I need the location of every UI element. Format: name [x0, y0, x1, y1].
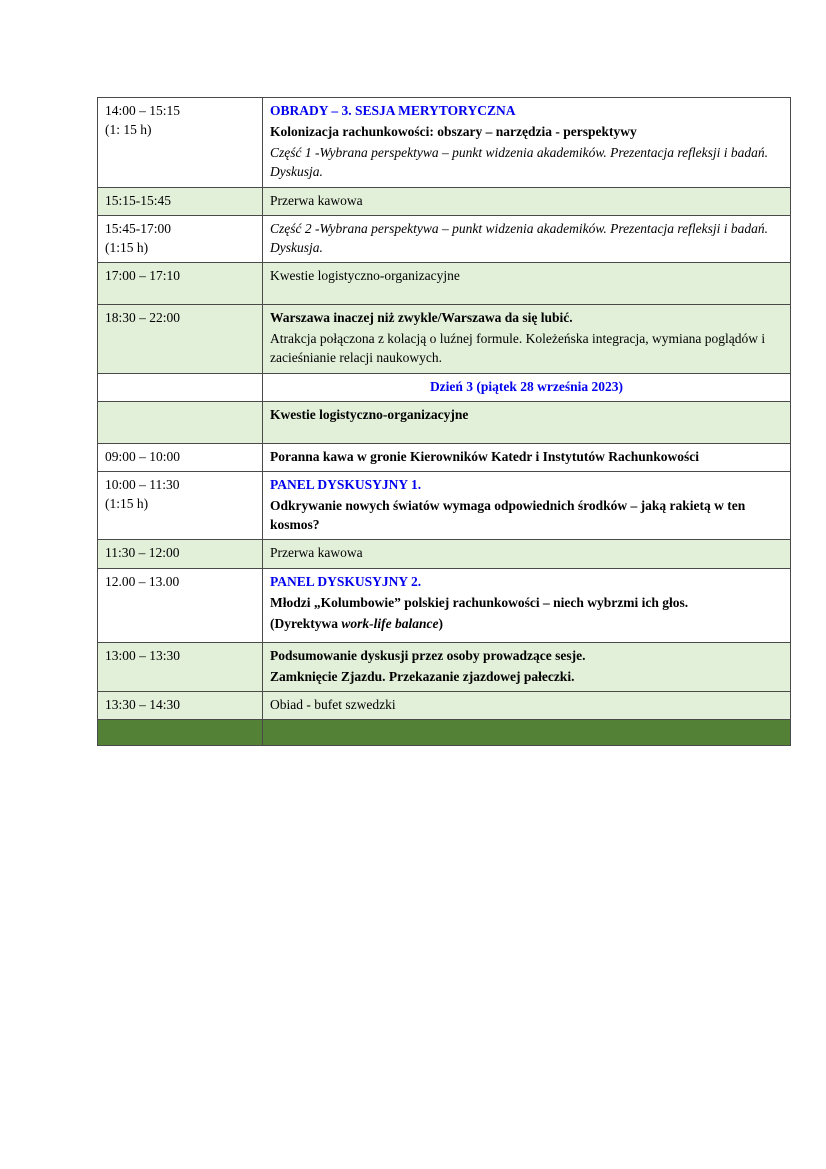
schedule-paragraph: [270, 593, 783, 612]
schedule-row: [98, 263, 791, 305]
text-segment: Warszawa inaczej niż zwykle/Warszawa da się lubić.: [270, 310, 573, 326]
schedule-row: [98, 401, 791, 443]
schedule-paragraph: [270, 646, 783, 665]
content-cell: [263, 540, 791, 568]
text-segment: Część 1 -Wybrana perspektywa – punkt widzenia akademików. Prezentacja refleksji i badań. Dyskusja.: [270, 145, 769, 180]
schedule-paragraph: [270, 266, 783, 285]
time-cell: [98, 305, 263, 373]
time-text: 18:30 – 22:00: [105, 310, 181, 326]
time-cell: [98, 263, 263, 305]
text-segment: (Dyrektywa: [270, 615, 342, 631]
schedule-paragraph: [270, 543, 783, 562]
time-cell: [98, 691, 263, 719]
content-cell: [263, 401, 791, 443]
time-text: 15:15-15:45: [105, 192, 171, 208]
time-cell: [98, 187, 263, 215]
schedule-row: [98, 471, 791, 539]
time-cell: [98, 471, 263, 539]
time-text: 17:00 – 17:10: [105, 268, 181, 284]
schedule-paragraph: [270, 191, 783, 210]
time-cell: [98, 373, 263, 401]
time-text: 14:00 – 15:15: [105, 103, 181, 118]
time-cell: [98, 540, 263, 568]
text-segment: PANEL DYSKUSYJNY 1.: [270, 476, 422, 492]
text-segment: PANEL DYSKUSYJNY 2.: [270, 573, 422, 589]
schedule-paragraph: [270, 572, 783, 591]
schedule-table-body: [98, 98, 791, 746]
content-cell: [263, 98, 791, 188]
schedule-row: [98, 187, 791, 215]
text-segment: Zamknięcie Zjazdu. Przekazanie zjazdowej pałeczki.: [270, 668, 575, 684]
content-cell: [263, 642, 791, 691]
schedule-paragraph: [270, 447, 783, 466]
schedule-paragraph: [270, 614, 783, 633]
schedule-table-container: [97, 97, 791, 746]
time-cell: [98, 642, 263, 691]
text-segment: OBRADY – 3. SESJA MERYTORYCZNA: [270, 103, 516, 118]
schedule-paragraph: [270, 219, 783, 257]
content-cell: [263, 443, 791, 471]
text-segment: Dzień 3 (piątek 28 września 2023): [429, 378, 624, 394]
schedule-row: [98, 305, 791, 373]
schedule-paragraph: [270, 308, 783, 327]
content-cell: [263, 305, 791, 373]
text-segment: Kwestie logistyczno-organizacyjne: [270, 406, 469, 422]
text-segment: Kolonizacja rachunkowości: obszary – narzędzia - perspektywy: [270, 124, 637, 140]
text-segment: Obiad - bufet szwedzki: [270, 696, 396, 712]
schedule-row: [98, 215, 791, 262]
time-text: (1:15 h): [105, 496, 149, 512]
time-text: (1: 15 h): [105, 122, 152, 138]
schedule-paragraph: [270, 377, 783, 396]
schedule-paragraph: [270, 405, 783, 424]
time-text: 13:00 – 13:30: [105, 647, 181, 663]
content-cell: [263, 373, 791, 401]
schedule-paragraph: [270, 122, 783, 141]
text-segment: Przerwa kawowa: [270, 192, 363, 208]
text-segment: Przerwa kawowa: [270, 545, 363, 561]
time-cell: [98, 719, 263, 745]
schedule-row: [98, 642, 791, 691]
conference-schedule-table: [97, 97, 791, 746]
time-cell: [98, 443, 263, 471]
text-segment: ): [438, 615, 443, 631]
schedule-paragraph: [270, 101, 783, 120]
schedule-row: [98, 540, 791, 568]
text-segment: Podsumowanie dyskusji przez osoby prowadzące sesje.: [270, 647, 586, 663]
content-cell: [263, 263, 791, 305]
schedule-row: [98, 98, 791, 188]
schedule-paragraph: [270, 143, 783, 181]
schedule-row: [98, 373, 791, 401]
content-cell: [263, 187, 791, 215]
content-cell: [263, 471, 791, 539]
text-segment: Poranna kawa w gronie Kierowników Katedr i Instytutów Rachunkowości: [270, 448, 700, 464]
text-segment: Młodzi „Kolumbowie” polskiej rachunkowości – niech wybrzmi ich głos.: [270, 594, 689, 610]
schedule-paragraph: [270, 329, 783, 367]
time-text: 13:30 – 14:30: [105, 696, 181, 712]
schedule-paragraph: [270, 695, 783, 714]
time-text: (1:15 h): [105, 239, 149, 255]
schedule-paragraph: [270, 496, 783, 534]
text-segment: Odkrywanie nowych światów wymaga odpowiednich środków – jaką rakietą w ten kosmos?: [270, 498, 746, 533]
text-segment: work-life balance: [341, 615, 439, 631]
time-text: 09:00 – 10:00: [105, 448, 181, 464]
time-cell: [98, 401, 263, 443]
schedule-row: [98, 691, 791, 719]
time-text: 11:30 – 12:00: [105, 545, 180, 561]
text-segment: Kwestie logistyczno-organizacyjne: [270, 268, 460, 284]
time-text: 15:45-17:00: [105, 220, 171, 236]
time-text: 12.00 – 13.00: [105, 573, 180, 589]
time-cell: [98, 568, 263, 642]
content-cell: [263, 691, 791, 719]
schedule-paragraph: [270, 475, 783, 494]
schedule-row: [98, 443, 791, 471]
text-segment: Atrakcja połączona z kolacją o luźnej formule. Koleżeńska integracja, wymiana poglądów i zacieśnianie relacji naukowych.: [270, 331, 766, 366]
schedule-row: [98, 719, 791, 745]
schedule-row: [98, 568, 791, 642]
text-segment: Część 2 -Wybrana perspektywa – punkt widzenia akademików. Prezentacja refleksji i badań. Dyskusja.: [270, 220, 769, 255]
content-cell: [263, 215, 791, 262]
time-text: 10:00 – 11:30: [105, 476, 180, 492]
time-cell: [98, 215, 263, 262]
content-cell: [263, 719, 791, 745]
schedule-paragraph: [270, 667, 783, 686]
content-cell: [263, 568, 791, 642]
time-cell: [98, 98, 263, 188]
